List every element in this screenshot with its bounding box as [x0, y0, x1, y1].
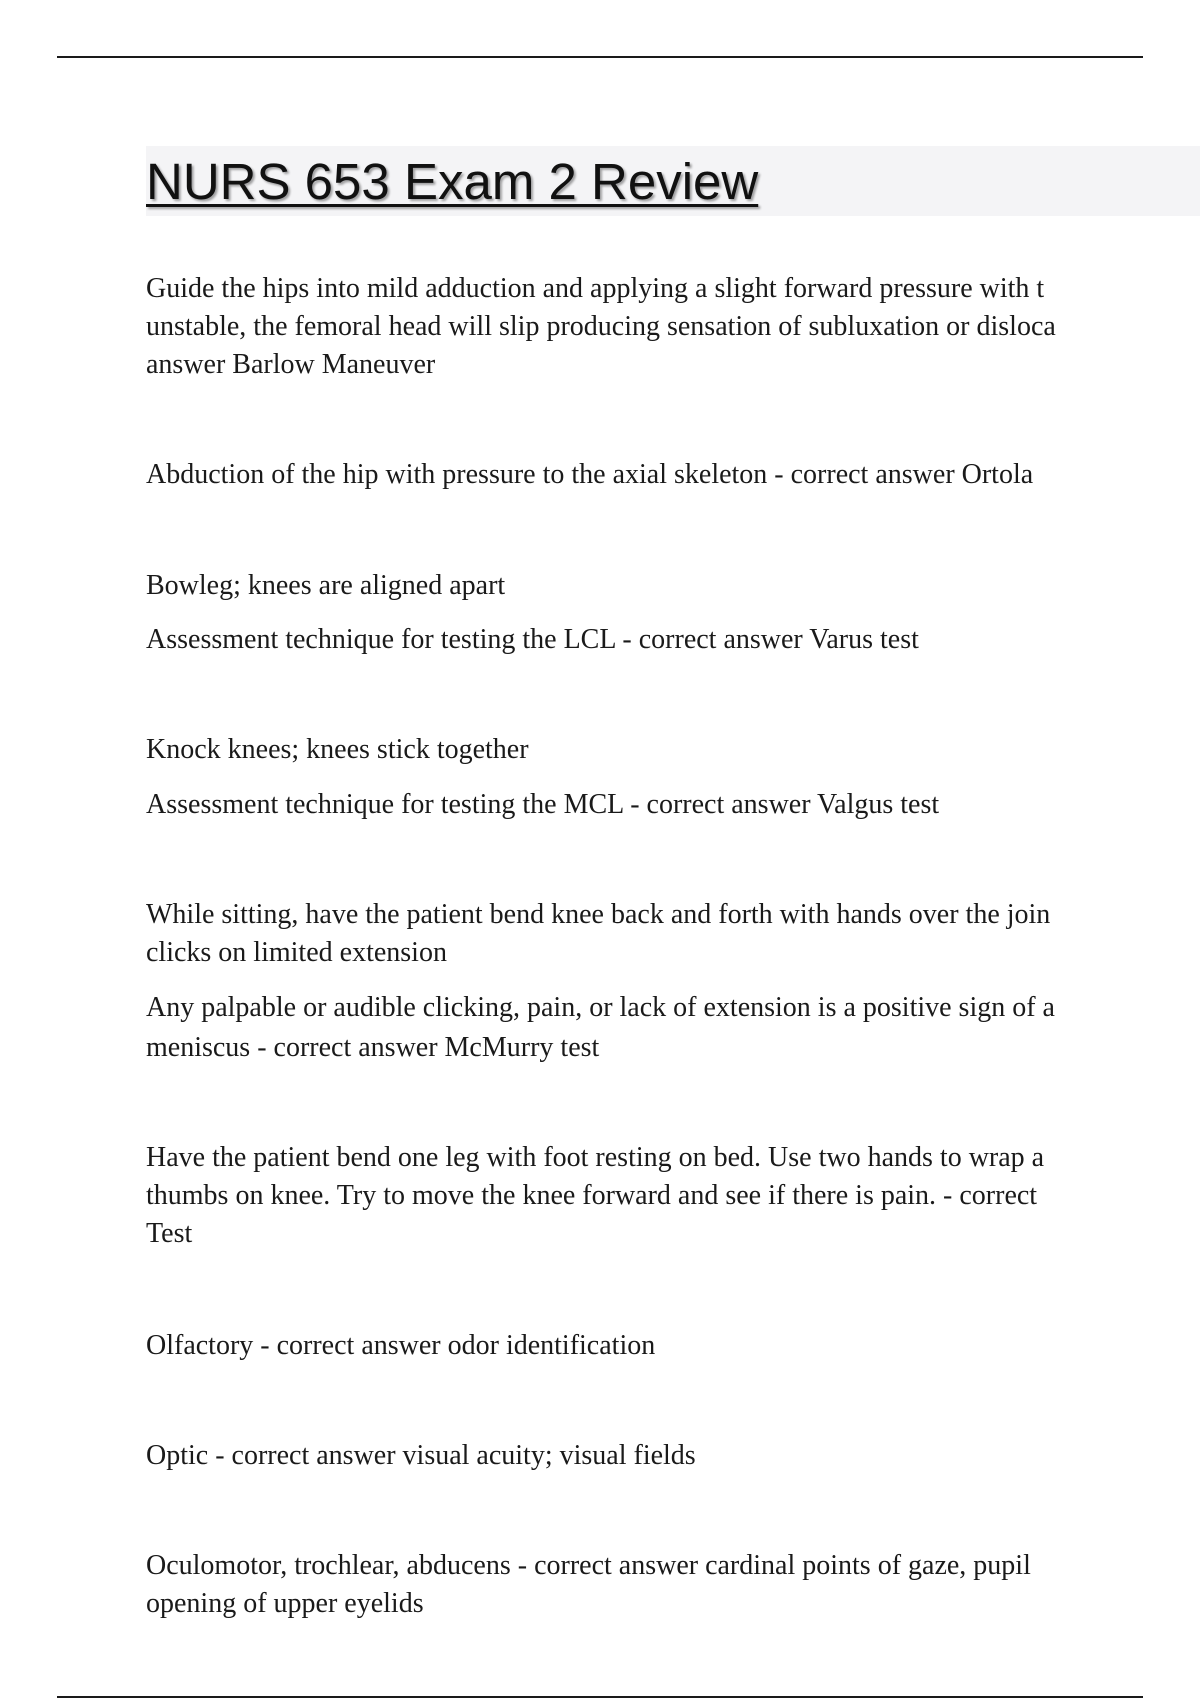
- document-title: NURS 653 Exam 2 Review: [146, 153, 759, 210]
- text-line: opening of upper eyelids: [146, 1588, 424, 1619]
- text-line: Oculomotor, trochlear, abducens - correct answer cardinal points of gaze, pupil: [146, 1550, 1031, 1581]
- text-line: Assessment technique for testing the LCL - correct answer Varus test: [146, 624, 919, 655]
- text-line: Bowleg; knees are aligned apart: [146, 570, 506, 601]
- text-line: Assessment technique for testing the MCL - correct answer Valgus test: [146, 789, 940, 820]
- text-line: answer Barlow Maneuver: [146, 349, 436, 380]
- text-line: Guide the hips into mild adduction and applying a slight forward pressure with t: [146, 273, 1045, 304]
- bottom-rule: [57, 1696, 1143, 1698]
- text-line: Test: [146, 1218, 193, 1249]
- text-line: meniscus - correct answer McMurry test: [146, 1032, 600, 1063]
- text-line: Abduction of the hip with pressure to the axial skeleton - correct answer Ortola: [146, 459, 1034, 490]
- text-line: clicks on limited extension: [146, 937, 447, 968]
- document-body: [146, 0, 1200, 1700]
- text-line: Olfactory - correct answer odor identification: [146, 1330, 656, 1361]
- text-line: Optic - correct answer visual acuity; visual fields: [146, 1440, 696, 1471]
- text-line: Have the patient bend one leg with foot resting on bed. Use two hands to wrap a: [146, 1142, 1045, 1173]
- text-line: Knock knees; knees stick together: [146, 734, 529, 765]
- text-line: unstable, the femoral head will slip producing sensation of subluxation or disloca: [146, 311, 1056, 342]
- text-line: Any palpable or audible clicking, pain, or lack of extension is a positive sign of a: [146, 992, 1055, 1023]
- text-line: thumbs on knee. Try to move the knee forward and see if there is pain. - correct: [146, 1180, 1038, 1211]
- text-line: While sitting, have the patient bend knee back and forth with hands over the join: [146, 899, 1051, 930]
